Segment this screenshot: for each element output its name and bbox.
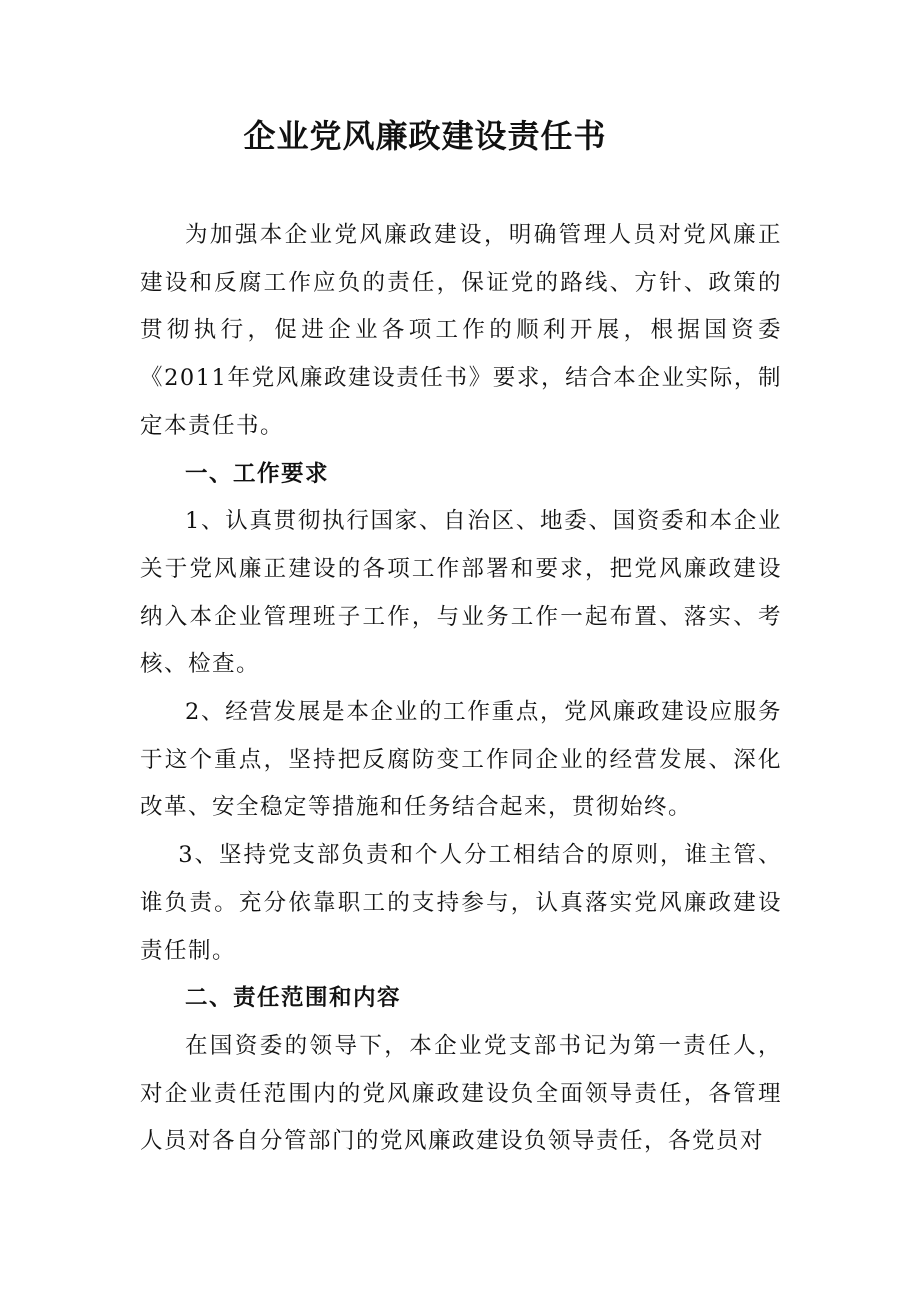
document-body	[140, 212, 782, 1166]
intro-paragraph: 为加强本企业党风廉政建设，明确管理人员对党风廉正建设和反腐工作应负的责任，保证党的路线、方针、政策的贯彻执行，促进企业各项工作的顺利开展，根据国资委《2011年党风廉政建设责任书》要求，结合本企业实际，制定本责任书。	[140, 222, 782, 439]
requirement-item-2: 2、经营发展是本企业的工作重点，党风廉政建设应服务于这个重点，坚持把反腐防变工作同企业的经营发展、深化改革、安全稳定等措施和任务结合起来，贯彻始终。	[140, 699, 782, 821]
responsibility-paragraph: 在国资委的领导下，本企业党支部书记为第一责任人，对企业责任范围内的党风廉政建设负全面领导责任，各管理人员对各自分管部门的党风廉政建设负领导责任，各党员对	[140, 1032, 782, 1155]
requirement-item-3: 3、坚持党支部负责和个人分工相结合的原则，谁主管、谁负责。充分依靠职工的支持参与，认真落实党风廉政建设责任制。	[140, 842, 782, 964]
document-title: 企业党风廉政建设责任书	[243, 117, 607, 155]
section-heading-work-requirements: 一、工作要求	[185, 460, 330, 487]
section-heading-responsibility-scope: 二、责任范围和内容	[185, 985, 402, 1012]
requirement-item-1: 1、认真贯彻执行国家、自治区、地委、国资委和本企业关于党风廉正建设的各项工作部署和要求，把党风廉政建设纳入本企业管理班子工作，与业务工作一起布置、落实、考核、检查。	[140, 508, 782, 678]
